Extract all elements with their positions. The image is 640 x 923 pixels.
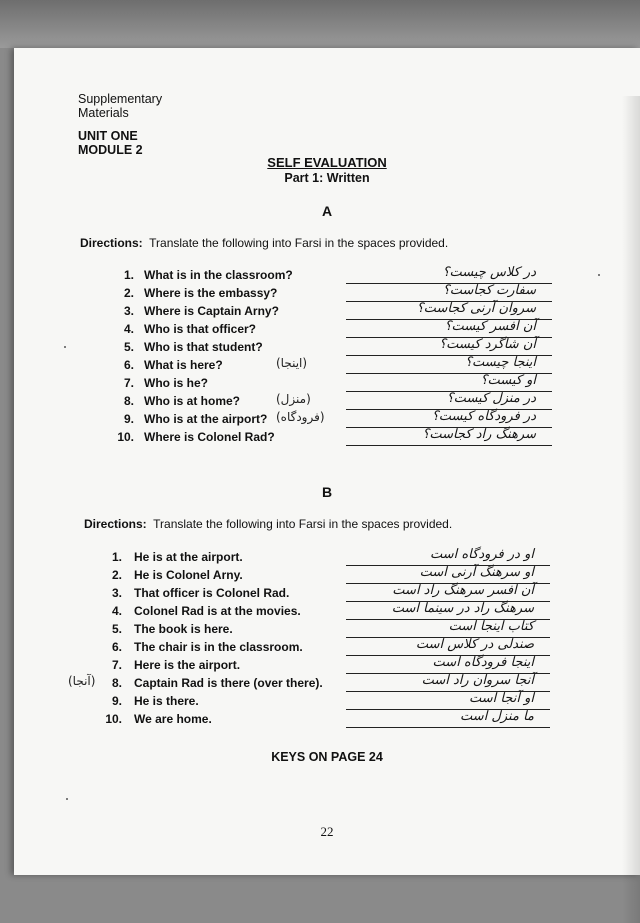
item-sentence: What is here? (144, 358, 223, 372)
item-number: 1. (123, 268, 134, 282)
item-number: 10. (117, 430, 134, 444)
item-number: 8. (111, 676, 122, 690)
handwritten-note: (منزل) (276, 392, 311, 406)
scan-speck (598, 274, 600, 276)
handwritten-answer: سفارت کجاست؟ (442, 283, 536, 298)
item-sentence: Where is the embassy? (144, 286, 278, 300)
item-number: 3. (111, 586, 122, 600)
handwritten-answer: سرهنگ راد در سینما است (391, 601, 534, 616)
unit-label: UNIT ONE (78, 129, 138, 143)
page-edge-shadow (622, 96, 640, 923)
item-sentence: Who is at home? (144, 394, 240, 408)
item-number: 6. (111, 640, 122, 654)
handwritten-answer: او سرهنگ آرنی است (419, 565, 534, 580)
handwritten-answer: او کیست؟ (480, 373, 536, 388)
scan-speck (64, 346, 66, 348)
handwritten-answer: در کلاس چیست؟ (442, 265, 536, 280)
scan-speck (66, 798, 68, 800)
handwritten-answer: آنجا سروان راد است (421, 673, 534, 688)
answer-line (346, 445, 552, 446)
item-sentence: The chair is in the classroom. (134, 640, 303, 654)
item-number: 5. (111, 622, 122, 636)
section-b-list (68, 547, 548, 730)
item-sentence: He is Colonel Arny. (134, 568, 243, 582)
handwritten-answer: سروان آرنی کجاست؟ (416, 301, 536, 316)
item-sentence: He is there. (134, 694, 199, 708)
item-number: 2. (111, 568, 122, 582)
section-b-letter: B (321, 484, 333, 500)
item-sentence: He is at the airport. (134, 550, 243, 564)
directions-label: Directions: (84, 517, 147, 531)
directions-text: Translate the following into Farsi in the spaces provided. (149, 236, 449, 250)
handwritten-answer: کتاب اینجا است (448, 619, 534, 634)
item-number: 3. (123, 304, 134, 318)
handwritten-answer: او در فرودگاه است (429, 547, 534, 562)
part-label: Part 1: Written (284, 171, 370, 185)
item-sentence: The book is here. (134, 622, 233, 636)
answer-line (346, 727, 550, 728)
item-sentence: Who is that officer? (144, 322, 256, 336)
section-a-list (110, 265, 550, 448)
handwritten-answer: او آنجا است (468, 691, 534, 706)
header-materials: Materials (78, 106, 129, 120)
item-number: 5. (123, 340, 134, 354)
handwritten-answer: آن افسر کیست؟ (444, 319, 536, 334)
handwritten-answer: در منزل کیست؟ (446, 391, 536, 406)
handwritten-answer: در فرودگاه کیست؟ (431, 409, 536, 424)
item-number: 9. (111, 694, 122, 708)
handwritten-answer: ما منزل است (460, 709, 534, 724)
handwritten-answer: آن شاگرد کیست؟ (439, 337, 536, 352)
handwritten-answer: صندلی در کلاس است (415, 637, 534, 652)
item-number: 10. (105, 712, 122, 726)
item-number: 7. (123, 376, 134, 390)
item-sentence: Where is Colonel Rad? (144, 430, 275, 444)
item-number: 2. (123, 286, 134, 300)
directions-text: Translate the following into Farsi in the spaces provided. (153, 517, 453, 531)
keys-note: KEYS ON PAGE 24 (271, 750, 383, 764)
item-sentence: Colonel Rad is at the movies. (134, 604, 301, 618)
item-number: 4. (111, 604, 122, 618)
item-sentence: That officer is Colonel Rad. (134, 586, 290, 600)
section-a-directions (80, 236, 448, 250)
item-number: 1. (111, 550, 122, 564)
item-number: 7. (111, 658, 122, 672)
handwritten-answer: اینجا فرودگاه است (432, 655, 534, 670)
document-page (14, 48, 640, 875)
list-item (98, 709, 548, 730)
item-sentence: Who is that student? (144, 340, 263, 354)
item-sentence: What is in the classroom? (144, 268, 293, 282)
module-label: MODULE 2 (78, 143, 143, 157)
item-sentence: Captain Rad is there (over there). (134, 676, 323, 690)
section-a-letter: A (321, 203, 333, 219)
list-item (110, 427, 550, 448)
handwritten-answer: آن افسر سرهنگ راد است (392, 583, 534, 598)
directions-label: Directions: (80, 236, 143, 250)
header-supplementary: Supplementary (78, 92, 163, 106)
section-b-directions (84, 517, 452, 531)
item-number: 4. (123, 322, 134, 336)
item-number: 6. (123, 358, 134, 372)
handwritten-note: (اینجا) (276, 356, 308, 370)
handwritten-answer: سرهنگ راد کجاست؟ (422, 427, 536, 442)
item-sentence: We are home. (134, 712, 212, 726)
handwritten-note: (فرودگاه) (276, 410, 325, 424)
item-sentence: Where is Captain Arny? (144, 304, 279, 318)
handwritten-note: (آنجا) (68, 674, 96, 688)
item-sentence: Who is he? (144, 376, 208, 390)
item-sentence: Here is the airport. (134, 658, 241, 672)
item-number: 9. (123, 412, 134, 426)
page-title: SELF EVALUATION (267, 155, 387, 170)
scan-top-band (0, 0, 640, 48)
page-number: 22 (320, 824, 334, 839)
item-sentence: Who is at the airport? (144, 412, 268, 426)
handwritten-answer: اینجا چیست؟ (465, 355, 536, 370)
item-number: 8. (123, 394, 134, 408)
